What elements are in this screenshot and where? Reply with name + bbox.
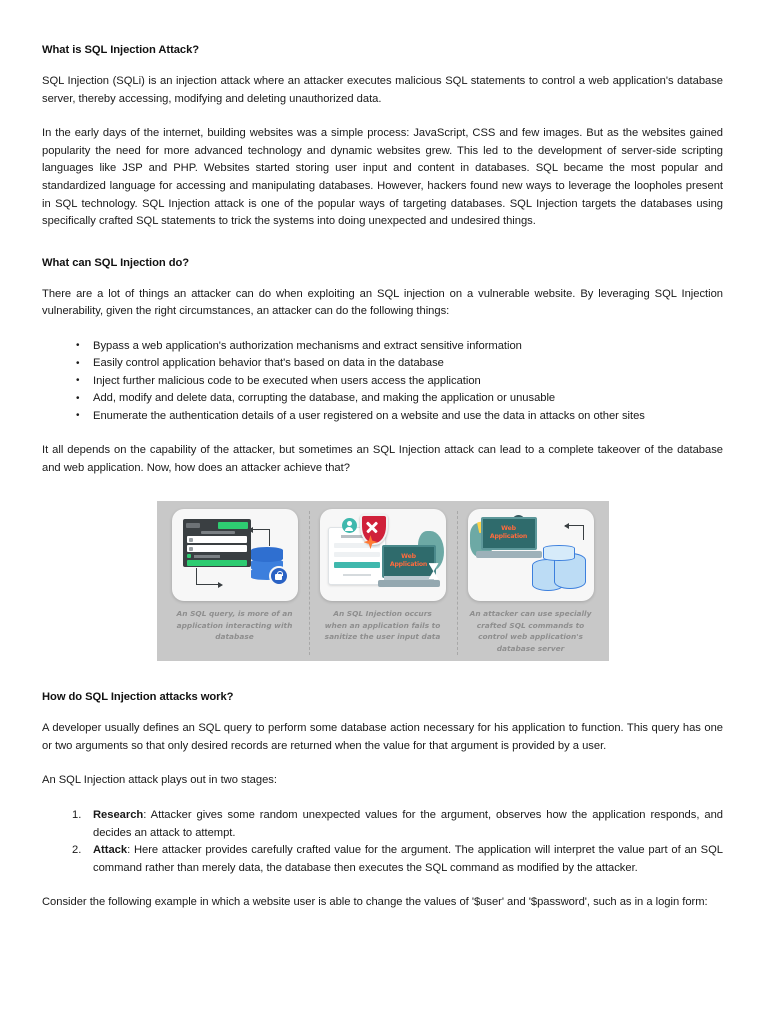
figure-panel-1-caption: An SQL query, is more of an application interacting with database <box>176 609 293 642</box>
login-form-topbar <box>186 522 248 529</box>
password-field-illustration <box>187 545 247 552</box>
login-form-title-bar <box>201 531 235 534</box>
paragraph-attacker-capabilities-intro: There are a lot of things an attacker can do when exploiting an SQL injection on a vulnerable website. By leveraging SQL Injection vulnerability, given the right circumstances, an attacker can do the following things: <box>42 287 723 318</box>
figure-panel-3-caption: An attacker can use specially crafted SQL commands to control web application's database server <box>469 609 592 653</box>
list-item: • Enumerate the authentication details of a user registered on a website and use the data in attacks on other sites <box>93 408 723 425</box>
list-item <box>93 807 723 842</box>
step-lead-attack: Attack <box>93 844 128 857</box>
paragraph-sqli-definition: SQL Injection (SQLi) is an injection attack where an attacker executes malicious SQL statements to control a web application's database server, thereby accessing, modifying and deleting unauthorized data. <box>42 75 723 105</box>
laptop-base <box>378 580 440 587</box>
capability-bullet-list <box>42 338 723 425</box>
list-item: • Bypass a web application's authorization mechanisms and extract sensitive information <box>93 338 723 355</box>
step-lead-research: Research <box>93 808 144 821</box>
section-heading-what-is-sql-injection: What is SQL Injection Attack? <box>42 44 200 56</box>
laptop-web-application-icon <box>378 545 440 591</box>
section-heading-what-can-sql-injection-do: What can SQL Injection do? <box>42 256 190 269</box>
user-avatar-icon <box>342 518 357 533</box>
form-footer-bar <box>343 574 371 576</box>
step-text-attack: : Here attacker provides carefully crafted value for the argument. The application will interpret the value part of an SQL command rather than merely data, the database then executes the SQL command as modified by the attacker. <box>93 844 723 874</box>
figure-panel-2-caption: An SQL Injection occurs when an application fails to sanitize the user input data <box>324 609 441 642</box>
form-input-line-2 <box>334 552 380 557</box>
shield-x-icon <box>360 514 388 545</box>
database-with-lock-icon <box>249 545 289 587</box>
figure-panel-3 <box>457 507 605 657</box>
remember-me-label-bar <box>194 555 220 558</box>
paragraph-internet-history: In the early days of the internet, building websites was a simple process: JavaScript, CSS and few images. But as the websites gained popularity the need for more advanced technology and dynamic websites grew. This led to the development of server-side scripting languages like JSP and PHP. Websites started storing user input and content in databases. SQL became the most popular and standardized language for accessing and manipulating databases. However, hackers found new ways to leverage the loopholes present in SQL technology. SQL Injection attack is one of the popular ways of targeting databases. SQL Injection targets the databases using specifically crafted SQL statements to trick the systems into doing unexpected and undesired things. <box>42 127 723 228</box>
login-submit-button-illustration <box>187 560 247 566</box>
list-item: • Add, modify and delete data, corrupting the database, and making the application or unusable <box>93 390 723 407</box>
database-cluster-icon <box>532 545 588 595</box>
laptop-screen <box>382 545 436 578</box>
figure-panel-2-illustration <box>320 509 446 601</box>
section-heading-how-do-attacks-work: How do SQL Injection attacks work? <box>42 691 234 704</box>
remember-me-checkbox-icon <box>187 554 191 558</box>
paragraph-example-intro: Consider the following example in which a website user is able to change the values of '$user' and '$password', such as in a login form: <box>42 896 708 909</box>
paragraph-two-stages-intro: An SQL Injection attack plays out in two stages: <box>42 774 277 787</box>
arrow-from-database-icon <box>196 568 219 585</box>
figure-wrapper <box>42 501 723 661</box>
arrow-to-database-icon <box>565 525 584 540</box>
laptop-screen-label: Web Application <box>389 553 428 569</box>
laptop-screen-label: Web Application <box>489 525 528 541</box>
login-form-logo <box>186 523 200 528</box>
username-field-illustration <box>187 536 247 543</box>
lock-icon <box>269 566 289 586</box>
list-item: • Easily control application behavior that's based on data in the database <box>93 355 723 372</box>
document-body <box>42 44 723 912</box>
attack-stages-list <box>42 807 723 877</box>
paragraph-developer-query: A developer usually defines an SQL query to perform some database action necessary for his application to function. This query has one or two arguments so that only desired records are returned when the value for that argument is provided by a user. <box>42 722 723 752</box>
sql-injection-diagram <box>157 501 609 661</box>
login-form-illustration <box>183 519 251 567</box>
figure-panel-2 <box>309 507 457 657</box>
login-form-header-button <box>218 522 248 529</box>
figure-panel-1 <box>161 507 309 657</box>
form-submit-button-illustration <box>334 562 380 568</box>
arrow-to-database-icon <box>249 529 270 546</box>
paragraph-takeover-closing: It all depends on the capability of the attacker, but sometimes an SQL Injection attack can lead to a complete takeover of the database and web application. Now, how does an attacker achieve that? <box>42 443 723 474</box>
database-cylinder-top <box>543 545 575 561</box>
figure-panel-3-illustration <box>468 509 594 601</box>
figure-panel-1-illustration <box>172 509 298 601</box>
list-item <box>93 842 723 877</box>
database-cylinder-top <box>251 547 283 562</box>
list-item: • Inject further malicious code to be executed when users access the application <box>93 373 723 390</box>
step-text-research: : Attacker gives some random unexpected values for the argument, observes how the application responds, and decides an attack to attempt. <box>93 808 723 839</box>
laptop-screen <box>481 517 537 550</box>
